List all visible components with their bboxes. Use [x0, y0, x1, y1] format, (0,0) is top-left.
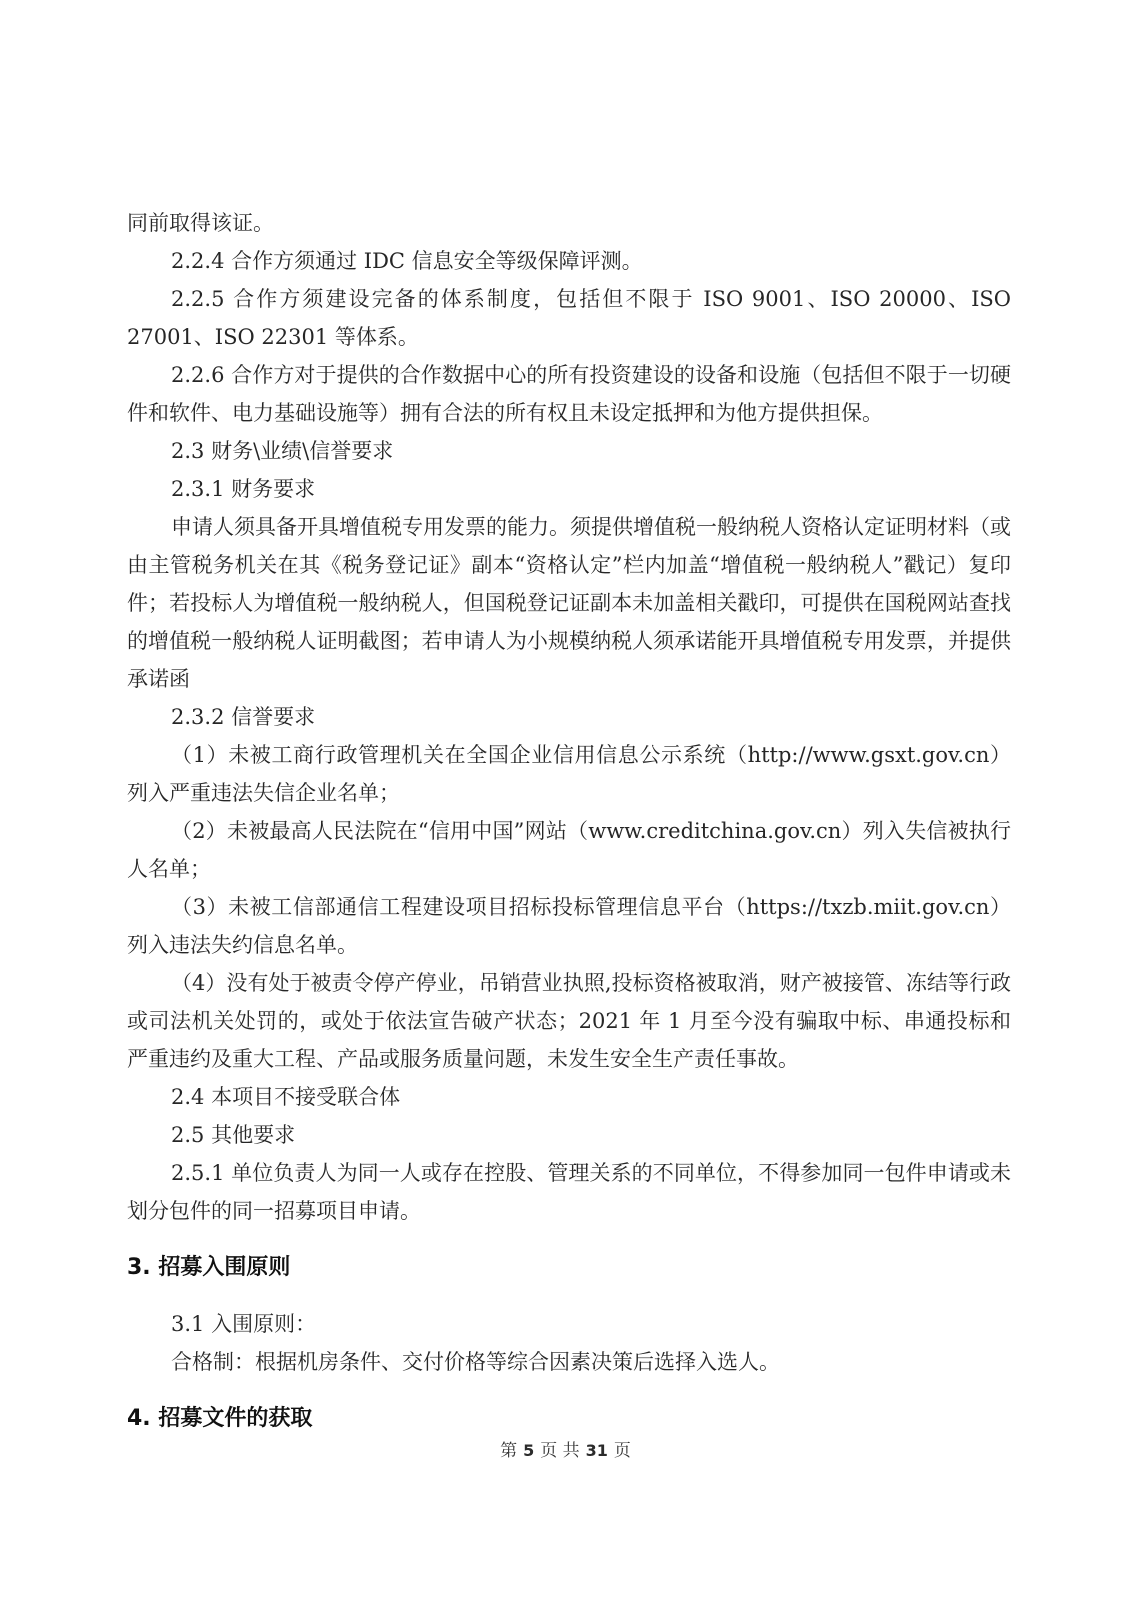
document-body	[127, 204, 1011, 1456]
para-3-1-body: 合格制：根据机房条件、交付价格等综合因素决策后选择入选人。	[171, 1350, 780, 1374]
para-2-3-1: 2.3.1 财务要求	[171, 477, 316, 501]
para-2-3-1-body: 申请人须具备开具增值税专用发票的能力。须提供增值税一般纳税人资格认定证明材料（或由主管税务机关在其《税务登记证》副本“资格认定”栏内加盖“增值税一般纳税人”戳记）复印件；若投标人为增值税一般纳税人，但国税登记证副本未加盖相关戳印，可提供在国税网站查找的增值税一般纳税人证明截图；若申请人为小规模纳税人须承诺能开具增值税专用发票，并提供承诺函	[127, 515, 1011, 691]
para-credit-item-1: （1）未被工商行政管理机关在全国企业信用信息公示系统（http://www.gsxt.gov.cn）列入严重违法失信企业名单；	[127, 743, 1011, 805]
para-2-2-6: 2.2.6 合作方对于提供的合作数据中心的所有投资建设的设备和设施（包括但不限于一切硬件和软件、电力基础设施等）拥有合法的所有权且未设定抵押和为他方提供担保。	[127, 363, 1011, 425]
para-2-5: 2.5 其他要求	[171, 1123, 296, 1147]
para-2-3: 2.3 财务\业绩\信誉要求	[171, 439, 394, 463]
para-credit-item-2: （2）未被最高人民法院在“信用中国”网站（www.creditchina.gov.cn）列入失信被执行人名单；	[127, 819, 1011, 881]
section-heading-3: 3. 招募入围原则	[127, 1255, 291, 1280]
para-previous-continuation: 同前取得该证。	[127, 211, 274, 235]
footer-label-middle: 页 共	[540, 1441, 580, 1461]
section-heading-4: 4. 招募文件的获取	[127, 1406, 313, 1431]
page-number: 5	[523, 1441, 535, 1460]
footer-label-prefix: 第	[500, 1441, 518, 1461]
para-3-1: 3.1 入围原则：	[171, 1312, 317, 1336]
para-2-2-5: 2.2.5 合作方须建设完备的体系制度，包括但不限于 ISO 9001、ISO 20000、ISO 27001、ISO 22301 等体系。	[127, 287, 1011, 349]
para-2-3-2: 2.3.2 信誉要求	[171, 705, 316, 729]
page-footer	[0, 1436, 1131, 1461]
para-credit-item-3: （3）未被工信部通信工程建设项目招标投标管理信息平台（https://txzb.miit.gov.cn）列入违法失约信息名单。	[127, 895, 1011, 957]
para-2-5-1: 2.5.1 单位负责人为同一人或存在控股、管理关系的不同单位，不得参加同一包件申请或未划分包件的同一招募项目申请。	[127, 1161, 1011, 1223]
para-2-4: 2.4 本项目不接受联合体	[171, 1085, 401, 1109]
total-pages: 31	[585, 1441, 608, 1460]
para-credit-item-4: （4）没有处于被责令停产停业，吊销营业执照,投标资格被取消，财产被接管、冻结等行政或司法机关处罚的，或处于依法宣告破产状态；2021 年 1 月至今没有骗取中标、串通投标和严重违约及重大工程、产品或服务质量问题，未发生安全生产责任事故。	[127, 971, 1011, 1071]
para-2-2-4: 2.2.4 合作方须通过 IDC 信息安全等级保障评测。	[171, 249, 643, 273]
footer-label-suffix: 页	[613, 1441, 631, 1461]
